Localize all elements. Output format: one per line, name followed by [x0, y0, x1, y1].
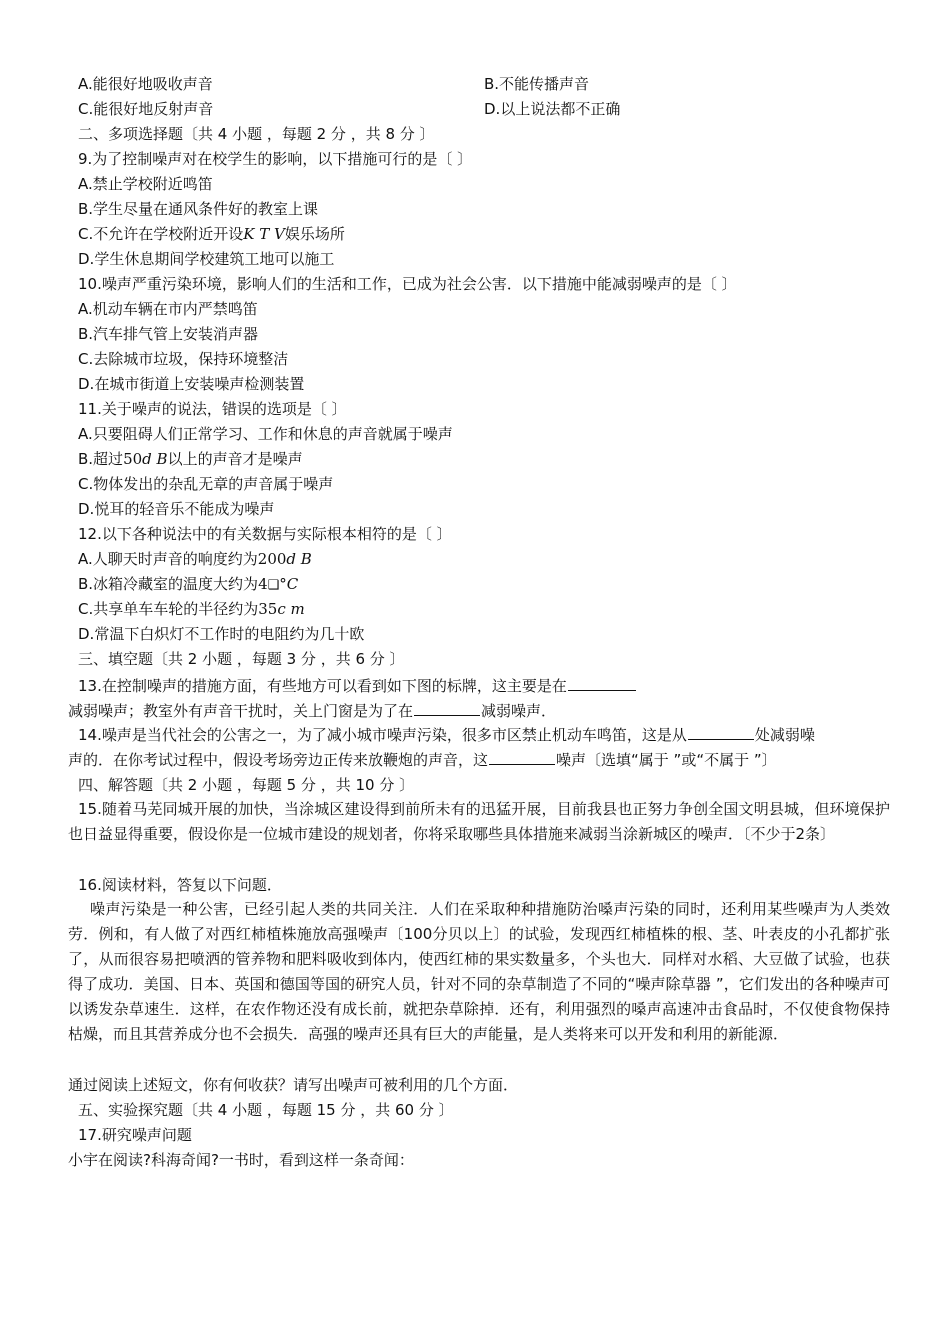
- q12-option-a-text: A.人聊天时声音的响度约为: [78, 550, 258, 568]
- q11-option-d: D.悦耳的轻音乐不能成为噪声: [78, 500, 275, 518]
- q14-blank-2[interactable]: [489, 750, 555, 765]
- q14-blank-1[interactable]: [688, 725, 754, 740]
- q10-option-c: C.去除城市垃圾，保持环境整洁: [78, 350, 289, 368]
- q12-option-a-unit: d B: [286, 550, 312, 568]
- q11-option-a: A.只要阻碍人们正常学习、工作和休息的声音就属于噪声: [78, 425, 453, 443]
- q9-option-c: [78, 224, 345, 244]
- q13-text-1: 13.在控制噪声的措施方面，有些地方可以看到如下图的标牌，这主要是在: [78, 677, 567, 695]
- q13-blank-1[interactable]: [568, 676, 636, 691]
- q13-text-2: 减弱噪声；教室外有声音干扰时，关上门窗是为了在: [68, 702, 414, 720]
- q9-option-c-suffix: 娱乐场所: [284, 225, 345, 243]
- q9-option-c-text: C.不允许在学校附近开设: [78, 225, 244, 243]
- q10-option-d: D.在城市街道上安装噪声检测装置: [78, 375, 305, 393]
- q12-option-b-number: 4: [258, 575, 268, 593]
- q17-stem: 17.研究噪声问题: [78, 1126, 192, 1144]
- q12-option-c-number: 35: [258, 600, 278, 618]
- q14-text-3: 声的．在你考试过程中，假设考场旁边正传来放鞭炮的声音，这: [68, 751, 489, 769]
- q14-text-2: 处减弱噪: [754, 726, 815, 744]
- section-heading-short-answer: 四、解答题〔共 2 小题 ，每题 5 分 ，共 10 分 〕: [78, 776, 415, 794]
- q13-text-3: 减弱噪声．: [481, 702, 557, 720]
- q10-option-b: B.汽车排气管上安装消声器: [78, 325, 259, 343]
- q12-option-c: [78, 599, 305, 619]
- q14-text-4: 噪声〔选填“属于 ”或“不属于 ”〕: [556, 751, 777, 769]
- q8-option-a: A.能很好地吸收声音: [78, 75, 213, 93]
- q9-option-d: D.学生休息期间学校建筑工地可以施工: [78, 250, 335, 268]
- section-heading-experiment: 五、实验探究题〔共 4 小题 ，每题 15 分 ，共 60 分 〕: [78, 1101, 454, 1119]
- q10-stem: 10.噪声严重污染环境，影响人们的生活和工作，已成为社会公害．以下措施中能减弱噪声的是〔 〕: [78, 275, 737, 293]
- section-heading-multiple-choice: 二、多项选择题〔共 4 小题 ，每题 2 分 ，共 8 分 〕: [78, 125, 435, 143]
- q12-option-b: [78, 574, 298, 596]
- q14-line-1: [78, 725, 815, 745]
- q11-option-b-unit: d B: [142, 450, 168, 468]
- q12-option-a-number: 200: [257, 550, 287, 568]
- q12-option-c-text: C.共享单车车轮的半径约为: [78, 600, 259, 618]
- q8-option-d: D.以上说法都不正确: [484, 100, 621, 118]
- q11-option-b-suffix: 以上的声音才是噪声: [167, 450, 303, 468]
- q11-stem: 11.关于噪声的说法，错误的选项是〔 〕: [78, 400, 347, 418]
- q16-question: 通过阅读上述短文，你有何收获？请写出噪声可被利用的几个方面．: [68, 1076, 519, 1094]
- q16-stem: 16.阅读材料，答复以下问题．: [78, 876, 282, 894]
- q17-text: 小宇在阅读?科海奇闻?一书时，看到这样一条奇闻：: [68, 1151, 414, 1169]
- q12-option-b-unit: °C: [279, 575, 299, 593]
- q12-option-c-unit: c m: [277, 600, 305, 618]
- q13-line-1: [78, 676, 637, 696]
- q8-option-c: C.能很好地反射声音: [78, 100, 214, 118]
- q12-option-b-text: B.冰箱冷藏室的温度大约为: [78, 575, 259, 593]
- q11-option-b-text: B.超过: [78, 450, 124, 468]
- q14-text-1: 14.噪声是当代社会的公害之一，为了减小城市噪声污染，很多市区禁止机动车鸣笛，这是从: [78, 726, 687, 744]
- q10-option-a: A.机动车辆在市内严禁鸣笛: [78, 300, 258, 318]
- q14-line-2: [68, 750, 777, 770]
- q9-option-b: B.学生尽量在通风条件好的教室上课: [78, 200, 319, 218]
- q12-option-b-box: ❑: [267, 578, 280, 593]
- q11-option-b: [78, 449, 303, 469]
- q16-passage: 噪声污染是一种公害，已经引起人类的共同关注．人们在采取种种措施防治嗓声污染的同时，还利用某些噪声为人类效劳．例和，有人做了对西红柿植株施放高强噪声〔100分贝以上〕的试验，发现西红柿植株的根、茎、叶表皮的小孔都扩张了，从而很容易把喷洒的管养物和肥料吸收到体内，使西红柿的果实数量多，个头也大．同样对水稻、大豆做了试验，也获得了成功．美国、日本、英国和德国等国的研究人员，针对不同的杂草制造了不同的“噪声除草器 ”，它们发出的各种噪声可以诱发杂草速生．这样，在农作物还没有成长前，就把杂草除掉．还有，利用强烈的嗓声高速冲击食品时，不仅使食物保持枯燥，而且其营养成分也不会损失．高强的噪声还具有巨大的声能量，是人类将来可以开发和利用的新能源．: [68, 900, 890, 1043]
- q9-stem: 9.为了控制噪声对在校学生的影响，以下措施可行的是〔 〕: [78, 150, 473, 168]
- q9-option-a: A.禁止学校附近鸣笛: [78, 175, 213, 193]
- q8-option-b: B.不能传播声音: [484, 75, 590, 93]
- q13-line-2: [68, 701, 556, 721]
- q13-blank-2[interactable]: [414, 701, 480, 716]
- q11-option-b-number: 50: [123, 450, 143, 468]
- q12-stem: 12.以下各种说法中的有关数据与实际根本相符的是〔 〕: [78, 525, 452, 543]
- q11-option-c: C.物体发出的杂乱无章的声音属于噪声: [78, 475, 334, 493]
- q15-text: 15.随着马芜同城开展的加快，当涂城区建设得到前所未有的迅猛开展，目前我县也正努力争创全国文明县城，但环境保护也日益显得重要，假设你是一位城市建设的规划者，你将采取哪些具体措施来减弱当涂新城区的噪声．〔不少于2条〕: [68, 800, 890, 843]
- q12-option-d: D.常温下白炽灯不工作时的电阻约为几十欧: [78, 625, 365, 643]
- q9-option-c-math: K T V: [243, 225, 285, 243]
- section-heading-fill-blank: 三、填空题〔共 2 小题 ，每题 3 分 ，共 6 分 〕: [78, 650, 405, 668]
- q12-option-a: [78, 549, 312, 569]
